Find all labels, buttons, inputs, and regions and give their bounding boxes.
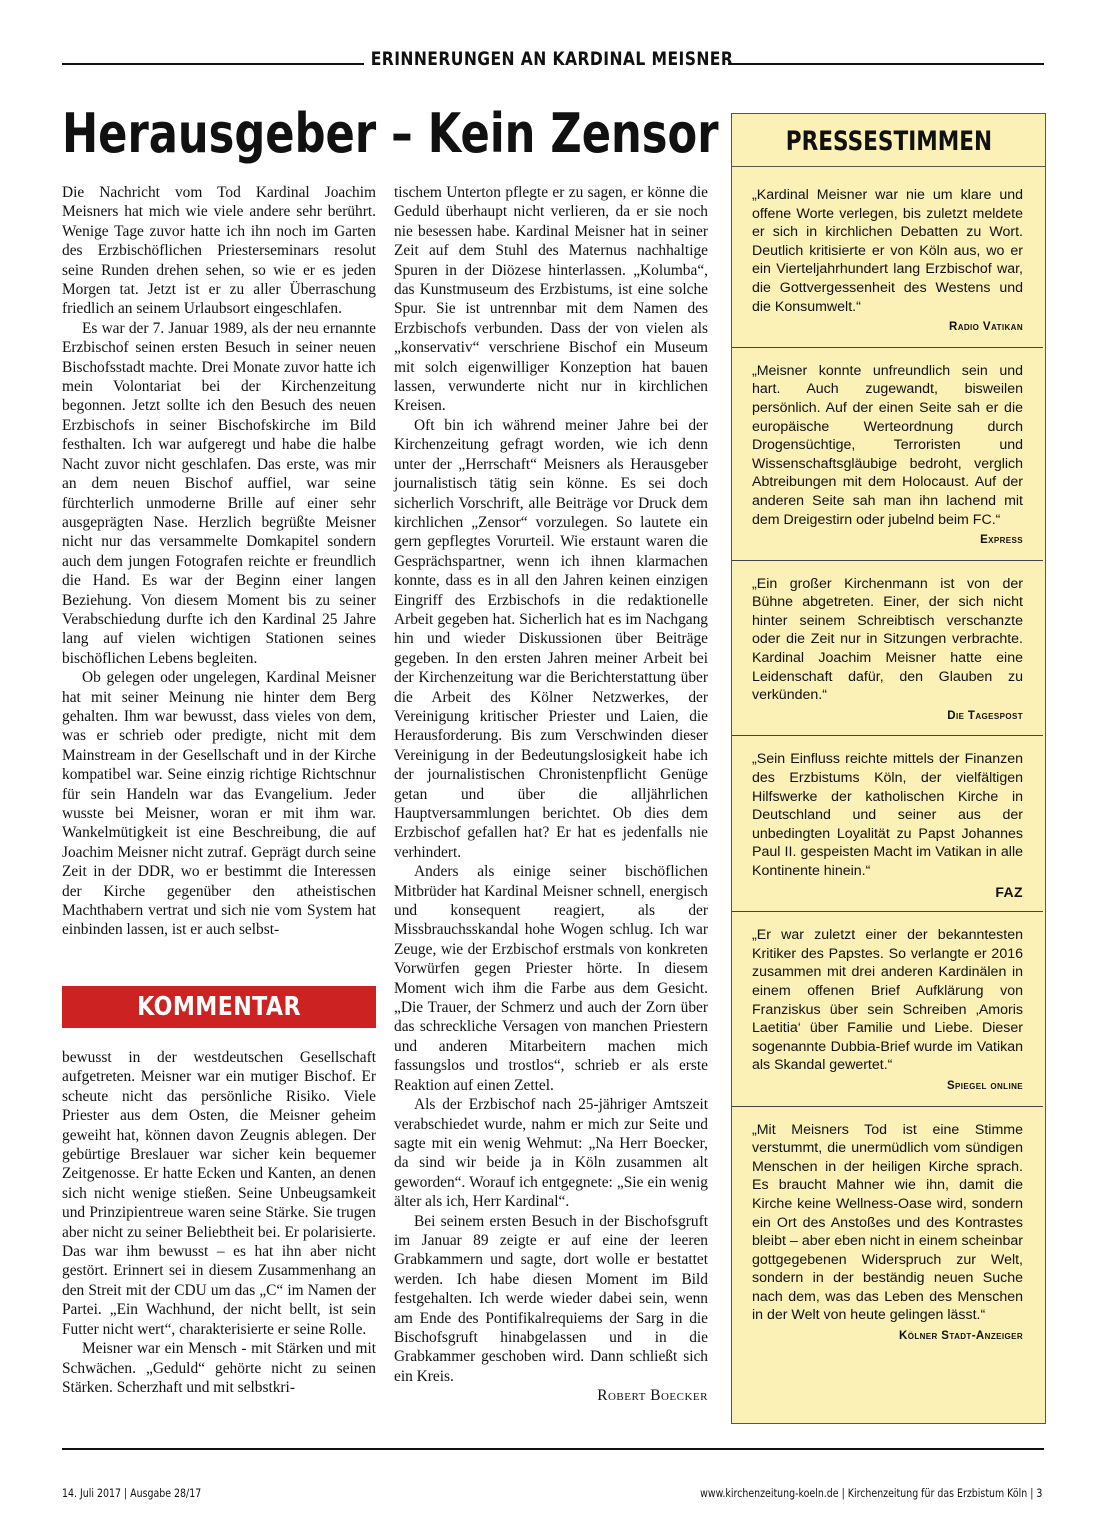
article-column-1-continued — [62, 1048, 376, 1397]
pressestimmen-list — [752, 186, 1023, 1346]
pressestimmen-header — [732, 114, 1045, 167]
press-source: Spiegel online — [946, 1079, 1023, 1092]
article-column-2 — [394, 183, 708, 1406]
paragraph: bewusst in der westdeutschen Gesellschaft aufgetreten. Meisner war ein mutiger Bischof. Er scheute nicht das persönliche Risiko. Viele Priester aus dem Osten, die Meisner geheim geweiht hat, können davon Zeugnis ablegen. Der gebürtige Breslauer war sicher kein bequemer Zeitgenosse. Er hatte Ecken und Kanten, an denen sich nicht wenige stießen. Seine Unbeugsamkeit und Prinzipientreue waren seine Stärke. Sie trugen aber nicht zu seiner Beliebtheit bei. Er polarisierte. Das war ihm bewusst – es hat ihn aber nicht gestört. Erinnert sei in diesem Zusammenhang an den Streit mit der CDU um das „C“ im Namen der Partei. „Ein Wachhund, der nicht bellt, ist sein Futter nicht wert“, charakterisierte er seine Rolle. — [62, 1049, 376, 1338]
press-source: Radio Vatikan — [949, 321, 1023, 334]
press-quote: „Ein großer Kirchenmann ist von der Bühne abgetreten. Einer, der sich nicht hinter seinem Schreibtisch verschanzte oder die Zeit nur in Sitzungen verbrachte. Kardinal Joachim Meisner hatte eine Leidenschaft dafür, den Glauben zu verkünden.“ — [752, 575, 1023, 704]
article-headline: Herausgeber – Kein Zensor — [62, 102, 719, 165]
paragraph: Es war der 7. Januar 1989, als der neu ernannte Erzbischof seinen ersten Besuch in seiner neuen Bischofsstadt machte. Drei Monate zuvor hatte ich mein Volontariat bei der Kirchenzeitung begonnen. Jetzt sollte ich den Besuch des neuen Erzbischofs in seiner Bischofskirche im Bild festhalten. Ich war aufgeregt und habe die halbe Nacht zuvor nicht geschlafen. Das erste, was mir an dem neuen Bischof auffiel, war seine fürchterlich unmoderne Brille auf einer sehr ausgeprägten Nase. Herzlich begrüßte Meisner nicht nur das versammelte Domkapitel sondern auch dem jungen Fotografen reichte er freundlich die Hand. Es war der Beginn einer langen Beziehung. Von diesem Moment bis zu seiner Verabschiedung durfte ich den Kardinal 25 Jahre lang auf vielen wichtigen Stationen seines bischöflichen Lebens begleiten. — [62, 319, 376, 667]
quote-divider — [732, 735, 1043, 736]
footer-issue-info: 14. Juli 2017 | Ausgabe 28/17 — [62, 1486, 202, 1500]
pressestimmen-box — [731, 113, 1046, 1424]
press-quote: „Kardinal Meisner war nie um klare und offene Worte verlegen, bis zuletzt meldete er sich in kirchlichen Debatten zu Wort. Deutlich kritisierte er von Köln aus, wo er ein Vierteljahrhundert lang Erzbischof war, die Gottvergessenheit des Westens und die Konsumwelt.“ — [752, 187, 1023, 315]
footer-publication-info: www.kirchenzeitung-koeln.de | Kirchenzeitung für das Erzbistum Köln | 3 — [699, 1486, 1042, 1500]
paragraph: Anders als einige seiner bischöflichen Mitbrüder hat Kardinal Meisner schnell, energisch und konsequent reagiert, als der Missbrauchsskandal hohe Wogen schlug. Ich war Zeuge, wie der Erzbischof erstmals von konkreten Vorwürfen gegen Priester hörte. In diesem Moment wich ihm die Farbe aus dem Gesicht. „Die Trauer, der Schmerz und auch der Zorn über das schreckliche Versagen von manchen Priestern und anderen Mitarbeitern machen mich fassungslos und trostlos“, schrieb er als erste Reaktion auf einen Zettel. — [394, 863, 708, 1094]
article-column-1 — [62, 183, 376, 940]
press-quote: „Meisner konnte unfreundlich sein und hart. Auch zugewandt, bisweilen persönlich. Auf der einen Seite sah er die europäische Werteordnung durch Drogensüchtige, Terroristen und Wissenschaftsgläubige bedroht, verglich Abtreibungen mit dem Holocaust. Auf der anderen Seite sah man ihn lachend mit dem Dreigestirn oder jubelnd beim FC.“ — [752, 362, 1023, 528]
quote-divider — [732, 560, 1043, 561]
paragraph: Die Nachricht vom Tod Kardinal Joachim Meisners hat mich wie viele andere sehr berührt. Wenige Tage zuvor hatte ich ihn noch im Garten des Erzbischöflichen Priesterseminars resolut seine Runden drehen sehen, so wie er es jeden Morgen tat. Jetzt ist er zu aller Überraschung friedlich an seinem Urlaubsort eingeschlafen. — [62, 184, 376, 318]
paragraph: tischem Unterton pflegte er zu sagen, er könne die Geduld überhaupt nicht verlieren, da er sie noch nie besessen habe. Kardinal Meisner hat in seiner Zeit auf dem Stuhl des Maternus nachhaltige Spuren in der Diözese hinterlassen. „Kolumba“, das Kunstmuseum des Erzbistums, ist eine solche Spur. Sie ist untrennbar mit dem Namen des Erzbischofs verbunden. Dass der von vielen als „konservativ“ verschriene Bischof ein Museum mit solch eigenwilliger Konzeption hat bauen lassen, verwunderte nicht nur in kirchlichen Kreisen. — [394, 184, 708, 415]
footer-rule — [62, 1448, 1044, 1450]
quote-divider — [732, 1106, 1043, 1107]
paragraph: Meisner war ein Mensch - mit Stärken und mit Schwächen. „Geduld“ gehörte nicht zu seinen Stärken. Scherzhaft und mit selbstkri- — [62, 1340, 376, 1396]
quote-divider — [732, 911, 1043, 912]
paragraph: Ob gelegen oder ungelegen, Kardinal Meisner hat mit seiner Meinung nie hinter dem Berg gehalten. Ihm war bewusst, dass vieles von dem, was er schrieb oder predigte, nicht mit dem Mainstream in der Gesellschaft und in der Kirche kompatibel war. Seine einzig richtige Richtschnur für sein Handeln war das Evangelium. Jeder wusste bei Meisner, woran er mit ihm war. Wankelmütigkeit ist eine Beschreibung, die auf Joachim Meisner nicht zutraf. Geprägt durch seine Zeit in der DDR, wo er bestimmt die Interessen der Kirche gegenüber den atheistischen Machthabern vertrat und sich nie vom System hat einbinden lassen, ist er auch selbst- — [62, 669, 376, 939]
press-quote: „Mit Meisners Tod ist eine Stimme verstummt, die unermüdlich vom sündigen Menschen in der heiligen Kirche sprach. Es braucht Mahner wie ihn, damit die Kirche keine Wellness-Oase wird, sondern ein Ort des Anstoßes und des Kontrastes bleibt – aber eben nicht in einem scheinbar gottgegebenen Widerspruch zur Welt, sondern in der beständig neuen Suche nach dem, was das Leben des Menschen in der Welt von heute gelingen lässt.“ — [752, 1121, 1023, 1324]
author-byline: Robert Boecker — [597, 1387, 708, 1405]
press-source: Die Tagespost — [947, 709, 1023, 722]
kommentar-label: KOMMENTAR — [137, 992, 301, 1022]
section-kicker: ERINNERUNGEN AN KARDINAL MEISNER — [370, 48, 734, 70]
press-quote: „Er war zuletzt einer der bekanntesten Kritiker des Papstes. So verlangte er 2016 zusammen mit drei anderen Kardinälen in einem offenen Brief Aufklärung von Franziskus über sein Schreiben ‚Amoris Laetitia‘ über Familie und Liebe. Dieser sogenannte Dubbia-Brief wurde im Vatikan als Skandal gewertet.“ — [752, 927, 1023, 1074]
paragraph: Oft bin ich während meiner Jahre bei der Kirchenzeitung gefragt worden, wie ich denn unter der „Herrschaft“ Meisners als Herausgeber journalistisch tätig sein könne. Es sei doch sicherlich Vorschrift, alle Beiträge vor Druck dem kirchlichen „Zensor“ vorzulegen. So lautete ein gern gepflegtes Vorurteil. Wie erstaunt waren die Gesprächspartner, wenn ich ihnen klarmachen konnte, dass es in all den Jahren keinen einzigen Eingriff des Erzbischofs in die redaktionelle Arbeit gegeben hat. Sicherlich hat es im Nachgang hin und wieder Diskussionen über Beiträge gegeben. In den ersten Jahren meiner Arbeit bei der Kirchenzeitung war die Berichterstattung über die Arbeit des Kölner Netzwerkes, der Vereinigung kritischer Priester und Laien, die Herausforderung. Bis zum Verschwinden dieser Vereinigung in der Bedeutungslosigkeit habe ich der journalistischen Chronistenpflicht Genüge getan und über die alljährlichen Hauptversammlungen berichtet. Ob dies dem Erzbischof gefallen hat? Er hat es jedenfalls nie verhindert. — [394, 416, 708, 861]
press-quote: „Sein Einfluss reichte mittels der Finanzen des Erzbistums Köln, der vielfältigen Hilfswerke der katholischen Kirche in Deutschland und seiner aus der unbedingten Loyalität zu Papst Johannes Paul II. gespeisten Macht im Vatikan in alle Kontinente hinein.“ — [752, 751, 1023, 879]
press-source: FAZ — [995, 883, 1023, 900]
paragraph: Bei seinem ersten Besuch in der Bischofsgruft im Januar 89 zeigte er auf eine der leeren Grabkammern und sagte, dort wolle er bestattet werden. Ich habe diesen Moment im Bild festgehalten. Ich werde wieder dabei sein, wenn am Ende des Pontifikalrequiems der Sarg in die Bischofsgruft hinabgelassen und in die Grabkammer geschoben wird. Dann schließt sich ein Kreis. — [394, 1212, 708, 1385]
quote-divider — [732, 347, 1043, 348]
press-source: Kölner Stadt-Anzeiger — [899, 1330, 1023, 1343]
paragraph: Als der Erzbischof nach 25-jähriger Amtszeit verabschiedet wurde, nahm er mich zur Seite und sagte mit ein wenig Wehmut: „Na Herr Boecker, da sind wir beide ja in Köln zusammen alt geworden“. Worauf ich entgegnete: „Sie ein wenig älter als ich, Herr Kardinal“. — [394, 1096, 708, 1211]
pressestimmen-title: PRESSESTIMMEN — [785, 126, 992, 157]
press-source: Express — [980, 534, 1023, 547]
kommentar-label-box — [62, 986, 376, 1028]
